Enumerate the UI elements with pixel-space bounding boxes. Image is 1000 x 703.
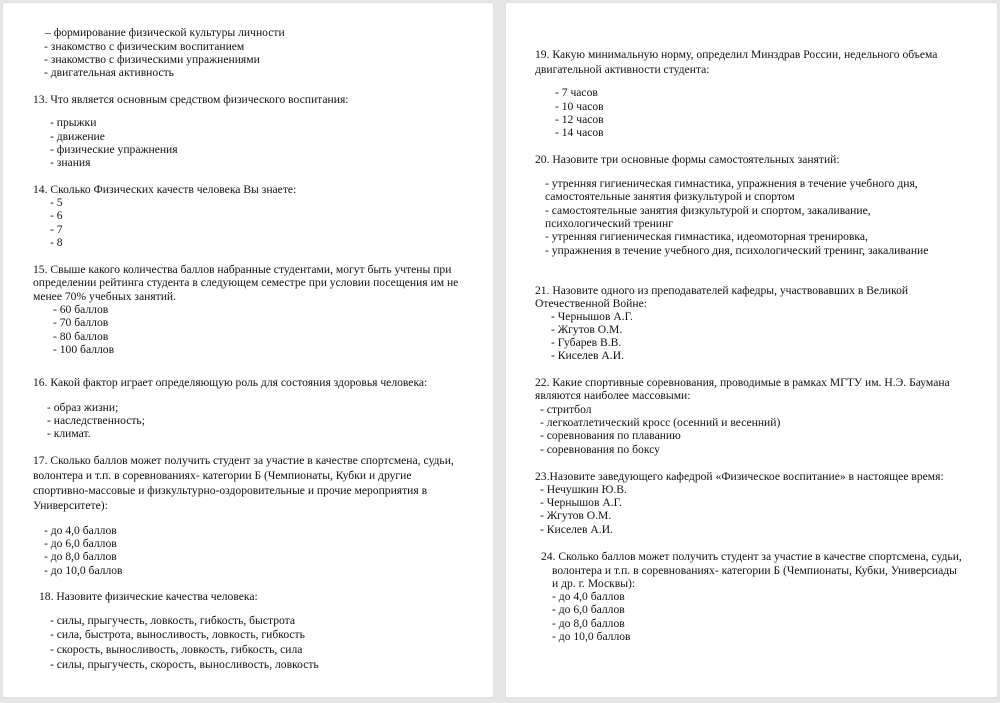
answer-option: - до 8,0 баллов [44,550,117,563]
answer-option: - Чернышов А.Г. [551,310,633,323]
answer-option: - Чернышов А.Г. [540,496,622,509]
answer-option: - 6 [50,209,63,222]
answer-option: - утренняя гигиеническая гимнастика, идеомоторная тренировка, [545,230,868,243]
answer-option: - утренняя гигиеническая гимнастика, упражнения в течение учебного дня, [545,177,918,190]
question-text: 14. Сколько Физических качеств человека Вы знаете: [33,183,297,196]
question-text: 24. Сколько баллов может получить студент за участие в качестве спортсмена, судьи, [541,550,962,563]
answer-option: – формирование физической культуры личности [45,26,285,39]
answer-option: - силы, прыгучесть, ловкость, гибкость, быстрота [50,614,295,627]
question-text: 20. Назовите три основные формы самостоятельных занятий: [535,153,840,166]
answer-option: самостоятельные занятия физкультурой и спортом [545,190,795,203]
question-text: 18. Назовите физические качества человека: [39,590,258,603]
question-text: Отечественной Войне: [535,297,647,310]
answer-option: - соревнования по плаванию [540,429,681,442]
answer-option: - Нечушкин Ю.В. [540,483,627,496]
answer-option: - до 10,0 баллов [44,564,123,577]
answer-option: - самостоятельные занятия физкультурой и спортом, закаливание, [545,204,871,217]
answer-option: - Губарев В.В. [551,336,622,349]
answer-option: - физические упражнения [50,143,178,156]
question-text: 22. Какие спортивные соревнования, проводимые в рамках МГТУ им. Н.Э. Баумана [535,376,950,389]
question-text: менее 70% учебных занятий. [33,290,177,303]
question-text: 16. Какой фактор играет определяющую роль для состояния здоровья человека: [33,376,428,389]
answer-option: - двигательная активность [44,66,174,79]
answer-option: - легкоатлетический кросс (осенний и весенний) [540,416,781,429]
answer-option: - стритбол [540,403,592,416]
answer-option: - до 10,0 баллов [552,630,631,643]
question-text: 13. Что является основным средством физического воспитания: [33,93,349,106]
answer-option: - сила, быстрота, выносливость, ловкость, гибкость [50,628,305,641]
answer-option: - 8 [50,236,63,249]
answer-option: - 70 баллов [53,316,109,329]
question-text: 23.Назовите заведующего кафедрой «Физическое воспитание» в настоящее время: [535,470,944,483]
answer-option: - знакомство с физическим воспитанием [44,40,245,53]
question-text: спортивно-массовые и физкультурно-оздоровительные и прочие мероприятия в [33,484,428,497]
answer-option: - 60 баллов [53,303,109,316]
document-page-left [3,3,493,697]
question-text: 15. Свыше какого количества баллов набранные студентами, могут быть учтены при [33,263,452,276]
answer-option: - до 8,0 баллов [552,617,625,630]
answer-option: - до 4,0 баллов [552,590,625,603]
answer-option: - скорость, выносливость, ловкость, гибкость, сила [50,643,303,656]
answer-option: - соревнования по боксу [540,443,660,456]
answer-option: - климат. [47,427,91,440]
answer-option: - знания [50,156,91,169]
answer-option: - прыжки [50,116,97,129]
answer-option: - до 4,0 баллов [44,524,117,537]
question-text: и др. г. Москвы): [552,577,636,590]
document-page-right [506,3,997,697]
answer-option: - до 6,0 баллов [552,603,625,616]
question-text: волонтера и т.п. в соревнованиях- категории Б (Чемпионаты, Кубки и другие [33,469,412,482]
question-text: двигательной активности студента: [535,63,710,76]
answer-option: - силы, прыгучесть, скорость, выносливость, ловкость [50,658,319,671]
answer-option: - 12 часов [555,113,604,126]
answer-option: - Жгутов О.М. [551,323,623,336]
question-text: являются наиболее массовыми: [535,389,691,402]
answer-option: - 10 часов [555,100,604,113]
answer-option: - 100 баллов [53,343,115,356]
answer-option: - 5 [50,196,63,209]
answer-option: - наследственность; [47,414,145,427]
answer-option: - до 6,0 баллов [44,537,117,550]
question-text: 19. Какую минимальную норму, определил Минздрав России, недельного объема [535,48,938,61]
question-text: 21. Назовите одного из преподавателей кафедры, участвовавших в Великой [535,284,909,297]
question-text: Университете): [33,499,108,512]
question-text: определении рейтинга студента в следующем семестре при условии посещения им не [33,276,459,289]
answer-option: - 7 часов [555,86,598,99]
answer-option: - упражнения в течение учебного дня, психологический тренинг, закаливание [545,244,929,257]
answer-option: - 80 баллов [53,330,109,343]
answer-option: - 7 [50,223,63,236]
question-text: волонтера и т.п. в соревнованиях- категории Б (Чемпионаты, Кубки, Универсиады [552,564,957,577]
answer-option: - Жгутов О.М. [540,509,612,522]
answer-option: - образ жизни; [47,401,119,414]
answer-option: психологический тренинг [545,217,673,230]
question-text: 17. Сколько баллов может получить студент за участие в качестве спортсмена, судьи, [33,454,454,467]
answer-option: - Киселев А.И. [540,523,613,536]
answer-option: - 14 часов [555,126,604,139]
answer-option: - движение [50,130,105,143]
answer-option: - знакомство с физическими упражнениями [44,53,260,66]
answer-option: - Киселев А.И. [551,349,624,362]
